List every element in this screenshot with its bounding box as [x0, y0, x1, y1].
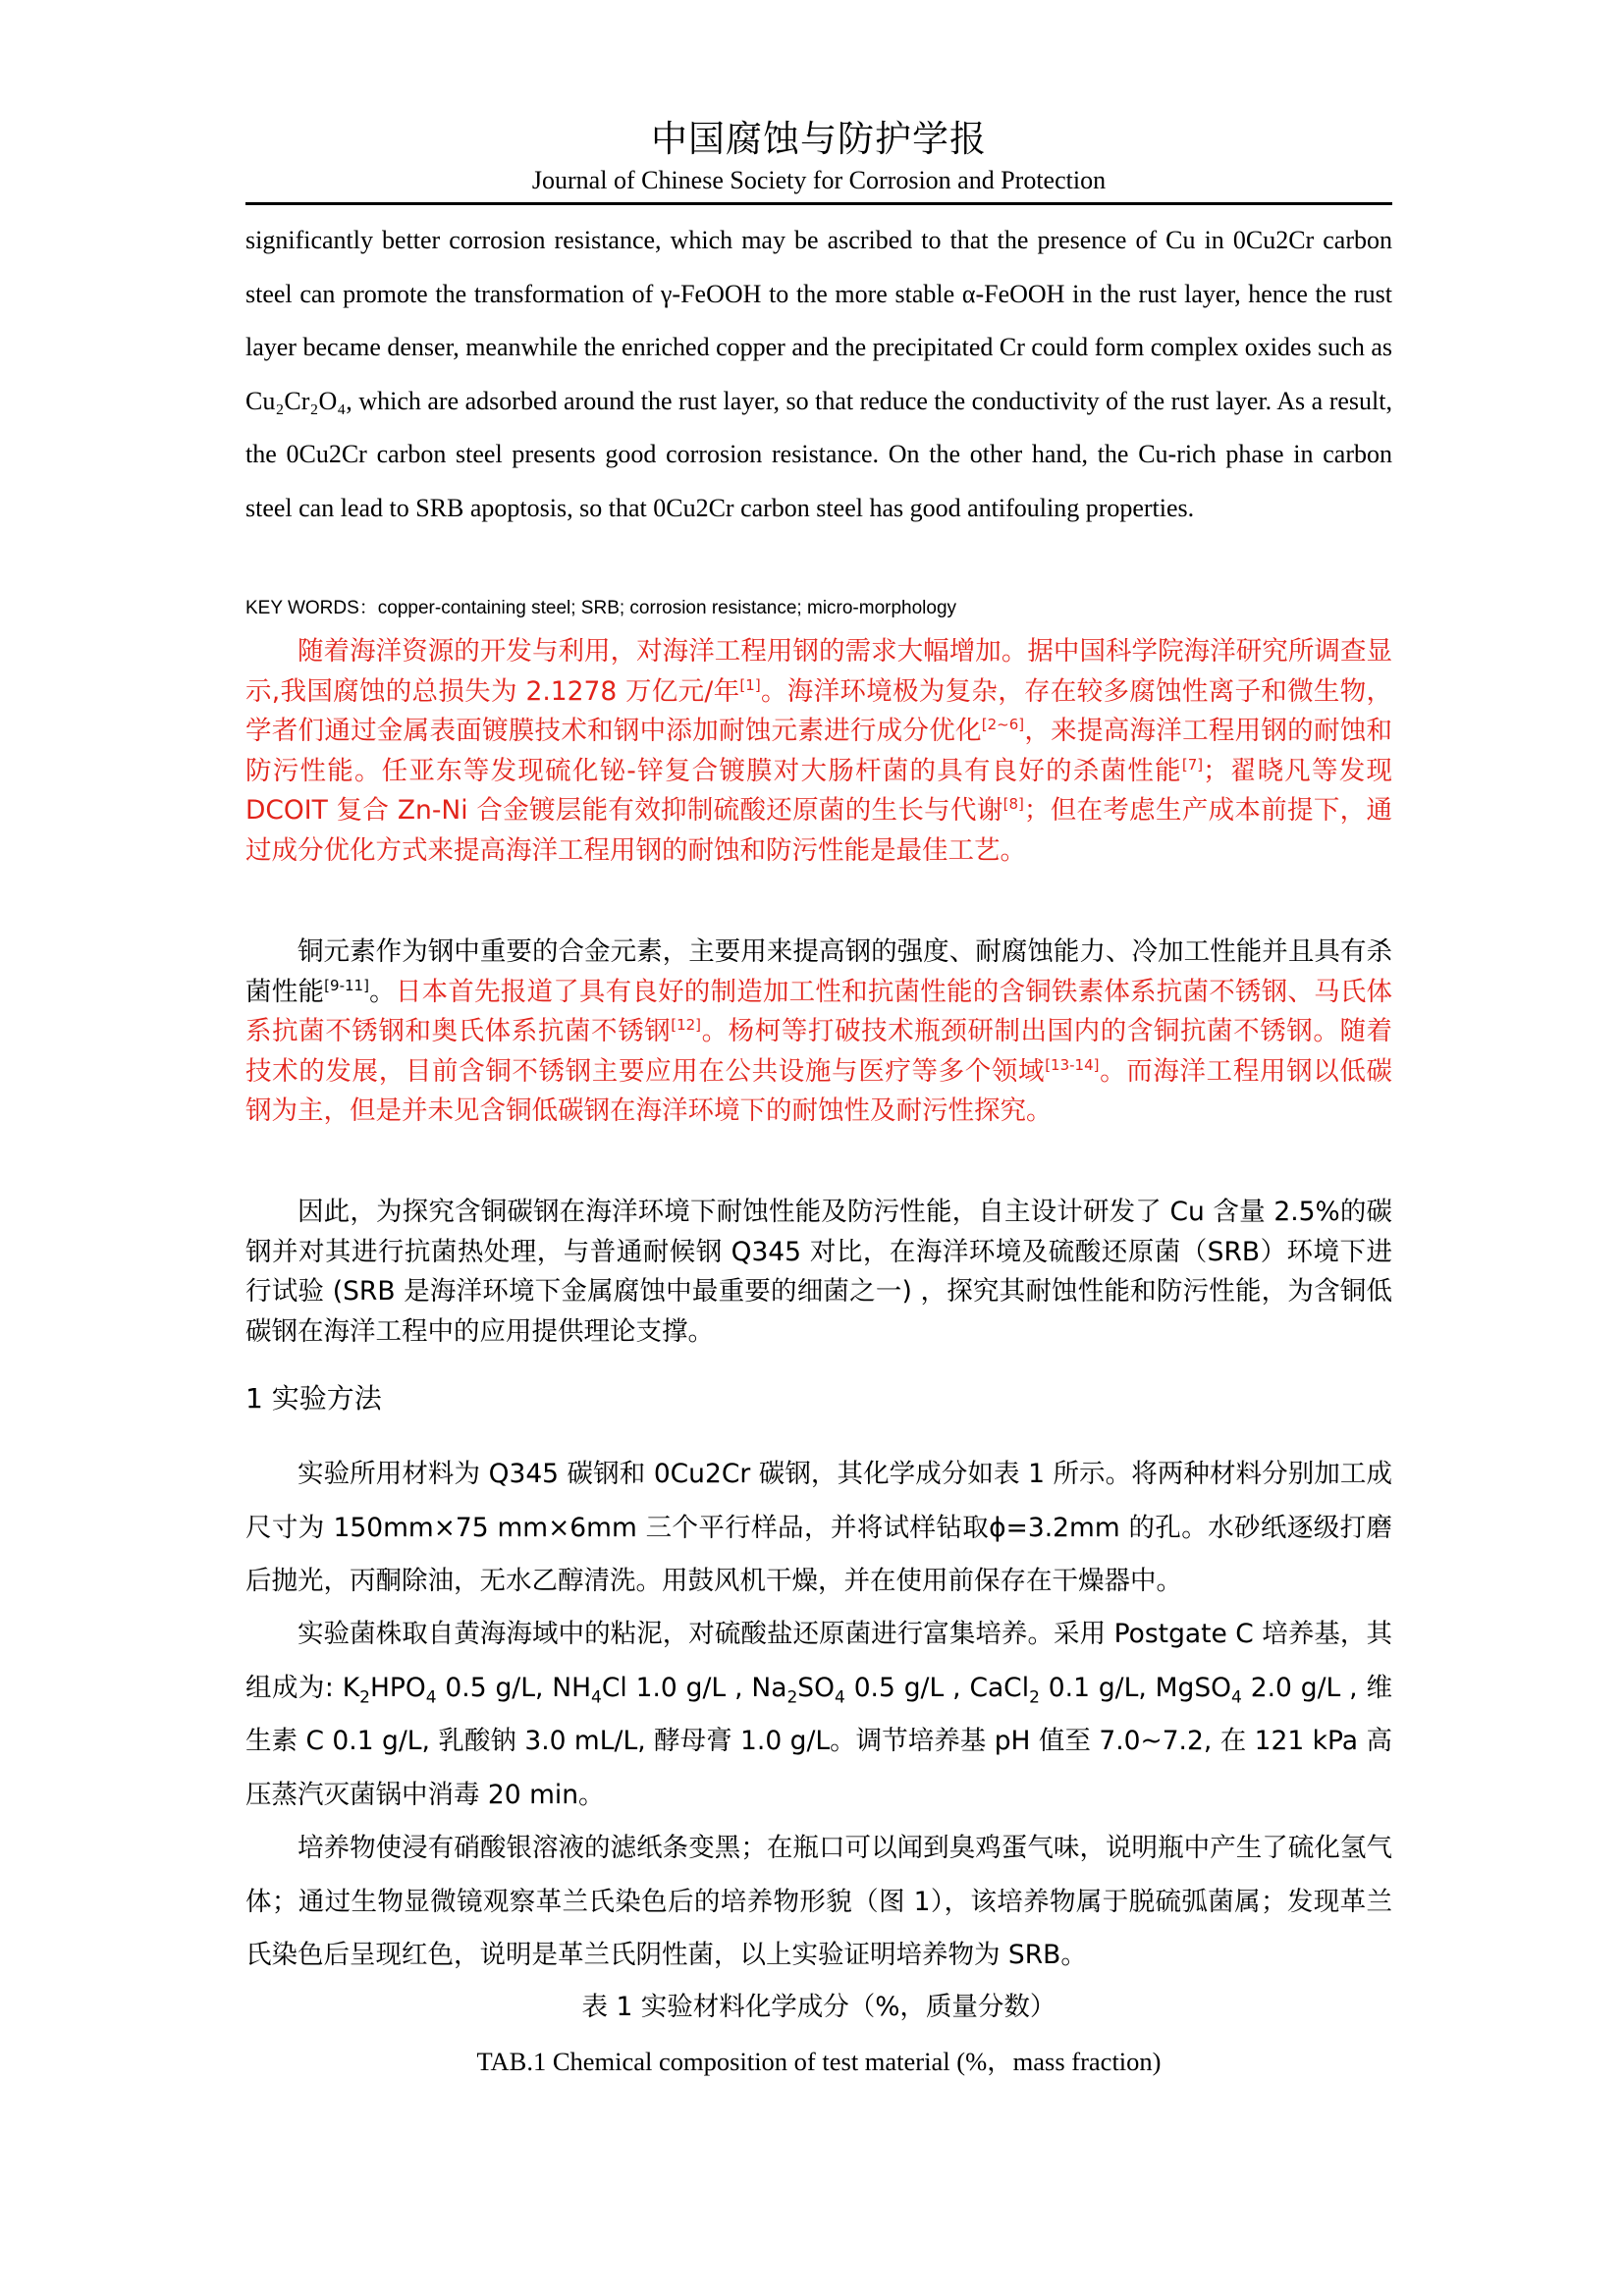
section-heading: 1 实验方法: [245, 1382, 382, 1415]
header-rule: [245, 202, 1392, 205]
methods-paragraph-3: 培养物使浸有硝酸银溶液的滤纸条变黑；在瓶口可以闻到臭鸡蛋气味，说明瓶中产生了硫化氢气体；通过生物显微镜观察革兰氏染色后的培养物形貌（图 1），该培养物属于脱硫弧菌属；发现革兰氏染色后呈现红色，说明是革兰氏阴性菌，以上实验证明培养物为 SRB。: [245, 1833, 1392, 1970]
methods-paragraph-1: 实验所用材料为 Q345 碳钢和 0Cu2Cr 碳钢，其化学成分如表 1 所示。将两种材料分别加工成尺寸为 150mm×75 mm×6mm 三个平行样品，并将试样钻取ϕ=3.2mm 的孔。水砂纸逐级打磨后抛光，丙酮除油，无水乙醇清洗。用鼓风机干燥，并在使用前保存在干燥器中。: [245, 1459, 1392, 1596]
citation-ref: [13-14]: [1045, 1055, 1100, 1074]
journal-header: [245, 116, 1392, 196]
abstract-text: significantly better corrosion resistance, which may be ascribed to that the presence of Cu in 0Cu2Cr carbon steel can promote the transformation of γ-FeOOH to the more stable α-FeOOH in the rust layer, hence the rust layer became denser, meanwhile the enriched copper and the precipitated Cr could form complex oxides such as Cu₂Cr₂O₄, which are adsorbed around the rust layer, so that reduce the conductivity of the rust layer. As a result, the 0Cu2Cr carbon steel presents good corrosion resistance. On the other hand, the Cu-rich phase in carbon steel can lead to SRB apoptosis, so that 0Cu2Cr carbon steel has good antifouling properties.: [245, 226, 1392, 522]
intro-paragraph-3: 因此，为探究含铜碳钢在海洋环境下耐蚀性能及防污性能，自主设计研发了 Cu 含量 2.5%的碳钢并对其进行抗菌热处理，与普通耐候钢 Q345 对比，在海洋环境及硫酸还原菌（SRB）环境下进行试验 (SRB 是海洋环境下金属腐蚀中最重要的细菌之一) ，探究其耐蚀性能和防污性能，为含铜低碳钢在海洋工程中的应用提供理论支撑。: [245, 1197, 1392, 1347]
citation-ref: [8]: [1002, 795, 1024, 814]
citation-ref: [7]: [1181, 755, 1204, 774]
journal-title-en: Journal of Chinese Society for Corrosion and Protection: [531, 166, 1107, 194]
journal-title-cn: 中国腐蚀与防护学报: [651, 118, 987, 160]
methods-paragraph-2: 实验菌株取自黄海海域中的粘泥，对硫酸盐还原菌进行富集培养。采用 Postgate C 培养基，其组成为: $K_2HPO_4$ 0.5 g/L, $NH_4Cl$ 1.0 g/L , $Na_2SO_4$ 0.5 g/L , CaCl$_2$ 0.1 g/L, MgSO$_4$ 2.0 g/L , 维生素 C 0.1 g/L, 乳酸钠 3.0 mL/L, 酵母膏 1.0 g/L。调节培养基 pH 值至 7.0~7.2, 在 121 kPa 高压蒸汽灭菌锅中消毒 20 min。: [245, 1619, 1392, 1810]
citation-ref: [12]: [671, 1016, 702, 1035]
intro-paragraph-1: 随着海洋资源的开发与利用，对海洋工程用钢的需求大幅增加。据中国科学院海洋研究所调查显示,我国腐蚀的总损失为 2.1278 万亿元/年[1]。海洋环境极为复杂，存在较多腐蚀性离子和微生物，学者们通过金属表面镀膜技术和钢中添加耐蚀元素进行成分优化[2~6]，来提高海洋工程用钢的耐蚀和防污性能。任亚东等发现硫化铋-锌复合镀膜对大肠杆菌的具有良好的杀菌性能[7]；翟晓凡等发现 DCOIT 复合 Zn-Ni 合金镀层能有效抑制硫酸还原菌的生长与代谢[8]；但在考虑生产成本前提下，通过成分优化方式来提高海洋工程用钢的耐蚀和防污性能是最佳工艺。: [245, 636, 1393, 866]
table-caption-en: TAB.1 Chemical composition of test material (%，mass fraction): [476, 2047, 1162, 2076]
table-caption-cn: 表 1 实验材料化学成分（%，质量分数）: [581, 1992, 1056, 2022]
citation-ref: [1]: [739, 675, 761, 694]
intro-paragraph-2: 铜元素作为钢中重要的合金元素，主要用来提高钢的强度、耐腐蚀能力、冷加工性能并且具有杀菌性能[9-11]。日本首先报道了具有良好的制造加工性和抗菌性能的含铜铁素体系抗菌不锈钢、马氏体系抗菌不锈钢和奥氏体系抗菌不锈钢[12]。杨柯等打破技术瓶颈研制出国内的含铜抗菌不锈钢。随着技术的发展，目前含铜不锈钢主要应用在公共设施与医疗等多个领域[13-14]。而海洋工程用钢以低碳钢为主，但是并未见含铜低碳钢在海洋环境下的耐蚀性及耐污性探究。: [245, 936, 1393, 1126]
keywords: KEY WORDS：copper-containing steel; SRB; corrosion resistance; micro-morphology: [245, 598, 957, 618]
citation-ref: [2~6]: [981, 716, 1025, 734]
citation-ref: [9-11]: [324, 976, 369, 994]
